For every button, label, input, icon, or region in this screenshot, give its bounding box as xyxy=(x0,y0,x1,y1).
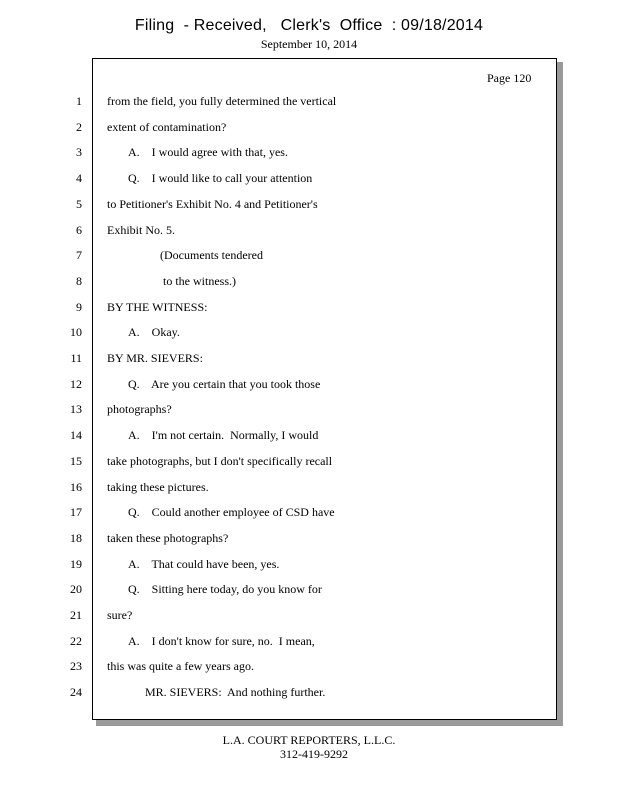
line-number: 11 xyxy=(70,351,82,365)
line-number: 18 xyxy=(70,530,82,545)
line-number: 1 xyxy=(76,94,82,108)
line-number: 21 xyxy=(70,608,82,622)
line-text: BY MR. SIEVERS: xyxy=(107,351,203,365)
line-number: 17 xyxy=(70,505,82,520)
line-text: Exhibit No. 5. xyxy=(107,222,175,237)
line-text: A. I don't know for sure, no. I mean, xyxy=(128,633,315,648)
reporter-company: L.A. COURT REPORTERS, L.L.C. xyxy=(222,733,396,747)
line-text: taking these pictures. xyxy=(107,479,209,494)
line-text: to the witness.) xyxy=(163,273,236,288)
line-text: photographs? xyxy=(107,402,172,417)
line-number: 12 xyxy=(70,376,82,391)
line-text: Q. Sitting here today, do you know for xyxy=(128,582,322,597)
line-number: 4 xyxy=(76,171,82,186)
line-number: 16 xyxy=(70,479,82,494)
filing-stamp: Filing - Received, Clerk's Office : 09/18/2014 xyxy=(134,17,484,34)
line-number: 6 xyxy=(76,222,82,237)
line-number: 2 xyxy=(76,119,82,134)
line-number: 23 xyxy=(70,659,82,674)
line-number: 24 xyxy=(70,685,82,700)
line-number: 10 xyxy=(70,325,82,340)
line-text: Q. Could another employee of CSD have xyxy=(128,505,335,520)
line-number: 13 xyxy=(70,402,82,417)
line-number: 20 xyxy=(70,582,82,597)
line-text: BY THE WITNESS: xyxy=(107,299,208,314)
line-text: MR. SIEVERS: And nothing further. xyxy=(145,685,326,700)
line-text: take photographs, but I don't specifically recall xyxy=(107,453,333,468)
line-text: A. That could have been, yes. xyxy=(128,556,280,571)
line-number: 8 xyxy=(76,273,82,288)
line-text: taken these photographs? xyxy=(107,530,229,545)
reporter-phone: 312-419-9292 xyxy=(280,747,348,761)
line-text: Q. I would like to call your attention xyxy=(128,171,313,186)
line-text: A. Okay. xyxy=(128,325,180,340)
line-number: 15 xyxy=(70,453,82,468)
line-number: 5 xyxy=(76,196,82,211)
line-number: 14 xyxy=(70,428,82,443)
line-number: 3 xyxy=(76,145,82,160)
line-number: 7 xyxy=(76,248,82,263)
line-text: this was quite a few years ago. xyxy=(107,659,254,674)
line-text: Q. Are you certain that you took those xyxy=(128,376,321,391)
line-text: (Documents tendered xyxy=(160,248,263,263)
line-number: 19 xyxy=(70,556,82,571)
page-number: Page 120 xyxy=(487,71,532,85)
line-text: A. I would agree with that, yes. xyxy=(128,145,288,160)
line-number: 9 xyxy=(76,299,82,314)
line-text: from the field, you fully determined the vertical xyxy=(107,94,337,108)
line-text: to Petitioner's Exhibit No. 4 and Petitioner's xyxy=(107,196,318,211)
line-text: sure? xyxy=(107,608,133,622)
line-number: 22 xyxy=(70,633,82,648)
line-text: A. I'm not certain. Normally, I would xyxy=(128,428,319,443)
transcript-date: September 10, 2014 xyxy=(260,37,358,51)
line-text: extent of contamination? xyxy=(107,119,227,134)
